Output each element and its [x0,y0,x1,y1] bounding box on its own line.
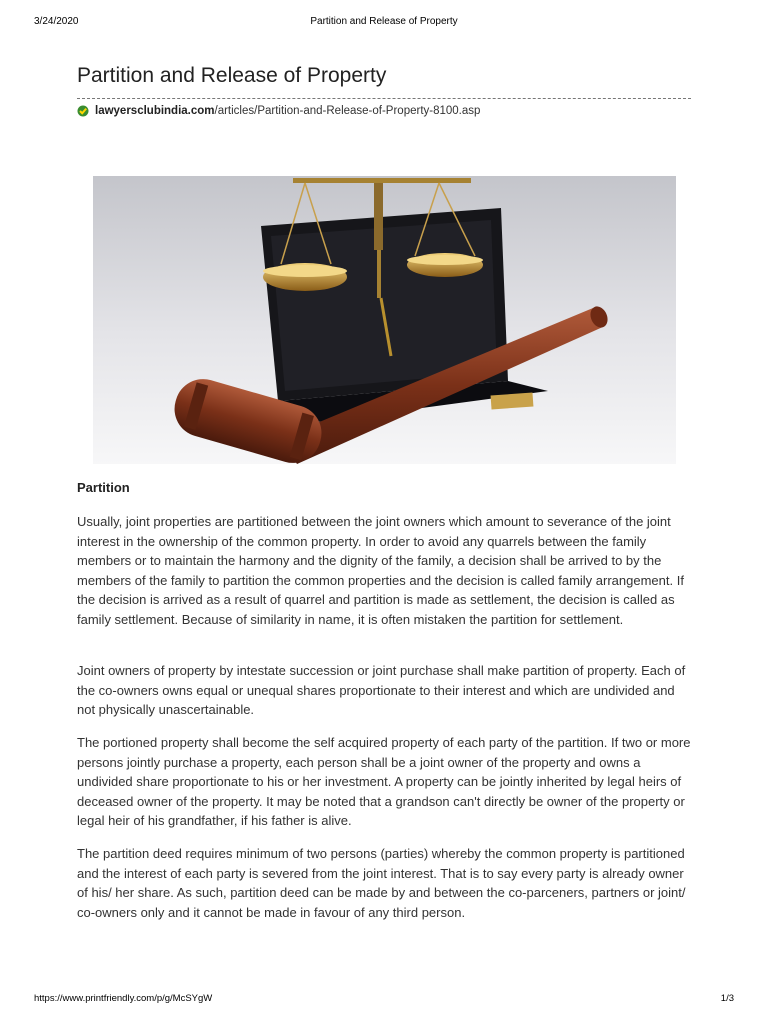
paragraph-3: The portioned property shall become the self acquired property of each party of the partition. If two or more persons jointly purchase a property, each person shall be a joint owner of the property and owns a undivided share proportionate to his or her investment. A property can be jointly inherited by legal heirs of deceased owner of the property. It may be noted that a grandson can't directly be owner of the property or legal heir of his grandfather, if his father is alive. [77,735,691,828]
article-image [93,176,676,464]
print-footer-url: https://www.printfriendly.com/p/g/McSYgW [34,993,213,1004]
page-number: 1/3 [720,993,734,1004]
paragraph-4: The partition deed requires minimum of two persons (parties) whereby the common property is partitioned and the interest of each party is severed from the joint interest. That is to say every party is already owner of his/ her share. As such, partition deed can be made by and between the co-parceners, partners or joint/ co-owners only and it cannot be made in favour of any third person. [77,846,686,920]
site-favicon-icon [77,105,89,117]
print-header [34,16,734,30]
paragraph-1: Usually, joint properties are partitioned between the joint owners which amount to severance of the joint interest in the ownership of the common property. In order to avoid any quarrels between the family members or to maintain the harmony and the dignity of the family, a decision shall be arrived to by the members of the family to partition the common properties and the decision is called family arrangement. If the decision is arrived as a result of quarrel and partition is made as settlement, the decision is called as family settlement. Because of similarity in name, it is often mistaken the partition for settlement. [77,514,684,627]
source-link[interactable] [77,105,480,117]
article-title: Partition and Release of Property [77,64,387,87]
title-divider [77,98,691,99]
source-path: /articles/Partition-and-Release-of-Property-8100.asp [214,105,481,117]
print-date: 3/24/2020 [34,16,79,27]
section-heading-partition: Partition [77,480,130,495]
print-header-title: Partition and Release of Property [310,16,458,27]
paragraph-2: Joint owners of property by intestate succession or joint purchase shall make partition of property. Each of the co-owners owns equal or unequal shares proportionate to their interest and which are undivided and not physically unascertainable. [77,663,686,717]
source-domain: lawyersclubindia.com [95,105,215,117]
scales-and-gavel-photo [93,176,676,464]
